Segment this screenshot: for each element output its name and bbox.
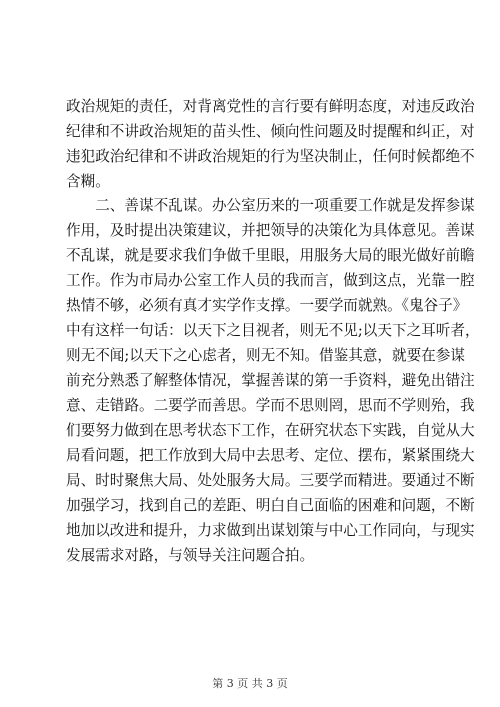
text-line: 地加以改进和提升，力求做到出谋划策与中心工作同向，与现实 — [66, 522, 475, 539]
text-line: 热情不够，必须有真才实学作支撑。一要学而就熟。《鬼谷子》 — [66, 297, 468, 314]
text-line: 不乱谋，就是要求我们争做千里眼，用服务大局的眼光做好前瞻 — [66, 247, 475, 264]
text-line: 违犯政治纪律和不讲政治规矩的行为坚决制止，任何时候都绝不 — [66, 148, 475, 165]
text-line: 工作。作为市局办公室工作人员的我而言，做到这点，光靠一腔 — [66, 272, 475, 289]
text-line: 中有这样一句话：以天下之目视者，则无不见;以天下之耳听者， — [66, 322, 480, 339]
text-line: 发展需求对路，与领导关注问题合拍。 — [66, 547, 315, 564]
text-line: 则无不闻;以天下之心虑者，则无不知。借鉴其意，就要在参谋 — [66, 347, 465, 364]
text-line: 加强学习，找到自己的差距、明白自己面临的困难和问题，不断 — [66, 497, 475, 514]
text-line: 纪律和不讲政治规矩的苗头性、倾向性问题及时提醒和纠正，对 — [66, 123, 475, 140]
page-footer: 第 3 页 共 3 页 — [212, 677, 288, 690]
text-line: 前充分熟悉了解整体情况，掌握善谋的第一手资料，避免出错注 — [66, 372, 475, 389]
paragraph-first-line: 二、善谋不乱谋。办公室历来的一项重要工作就是发挥参谋 — [66, 197, 475, 214]
text-line: 局、时时聚焦大局、处处服务大局。三要学而精进。要通过不断 — [66, 472, 475, 489]
text-line: 作用，及时提出决策建议，并把领导的决策化为具体意见。善谋 — [66, 222, 475, 239]
text-line: 含糊。 — [66, 173, 110, 190]
text-line: 政治规矩的责任，对背离党性的言行要有鲜明态度，对违反政治 — [66, 98, 475, 115]
text-line: 局看问题，把工作放到大局中去思考、定位、摆布，紧紧围绕大 — [66, 447, 475, 464]
text-line: 意、走错路。二要学而善思。学而不思则罔，思而不学则殆，我 — [66, 397, 475, 414]
text-line: 们要努力做到在思考状态下工作，在研究状态下实践，自觉从大 — [66, 422, 475, 439]
